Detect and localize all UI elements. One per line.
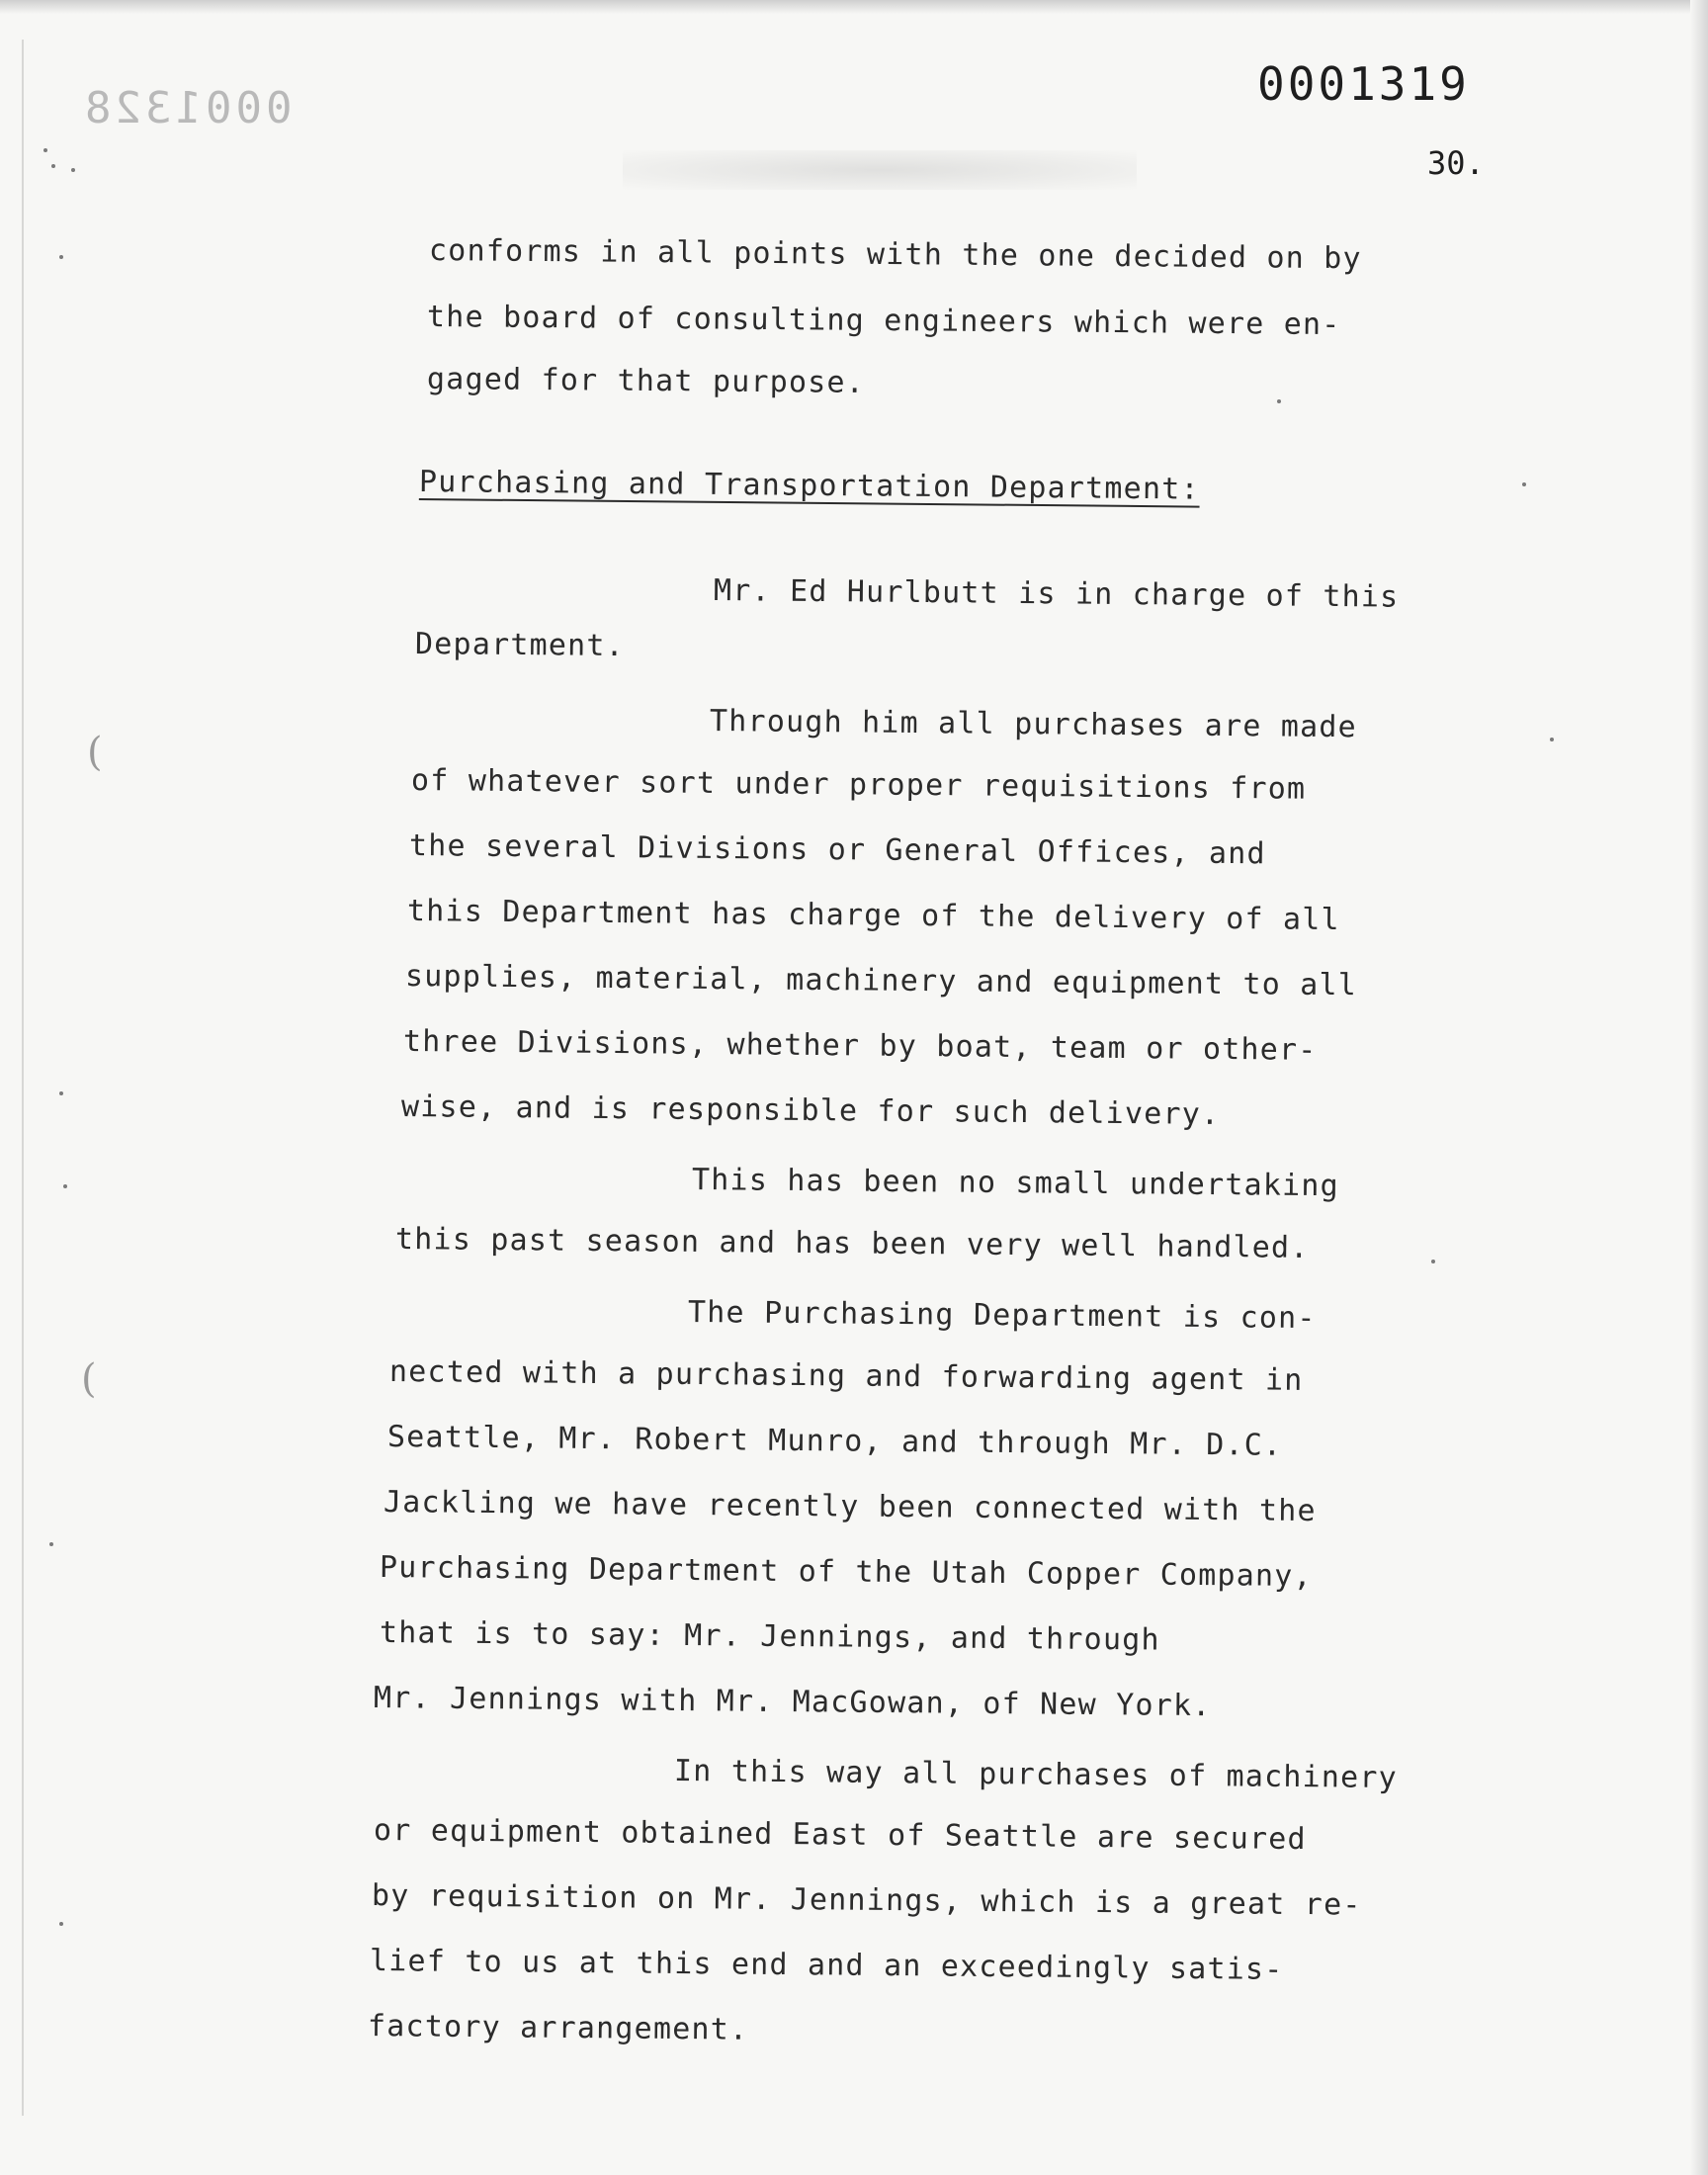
section-heading: Purchasing and Transportation Department:: [418, 465, 1200, 507]
scan-artifact-paren: (: [81, 1356, 97, 1402]
scan-speck: [59, 1091, 63, 1095]
body-line: this Department has charge of the delivery of all: [406, 894, 1340, 938]
scan-left-edge: [22, 40, 24, 2116]
body-line: Department.: [414, 627, 626, 664]
body-line: that is to say: Mr. Jennings, and through: [379, 1615, 1160, 1658]
scan-speck: [59, 1922, 63, 1926]
body-line: Mr. Ed Hurlbutt is in charge of this: [713, 573, 1400, 615]
body-line: nected with a purchasing and forwarding agent in: [388, 1354, 1304, 1398]
body-line: Through him all purchases are made: [709, 704, 1358, 745]
scan-speck: [1550, 738, 1554, 741]
bleed-through-number: 0001328: [81, 83, 293, 133]
scan-right-edge: [1690, 0, 1708, 2175]
body-line: lief to us at this end and an exceedingly satis-: [369, 1944, 1284, 1987]
scan-speck: [63, 1184, 67, 1188]
body-line: Mr. Jennings with Mr. MacGowan, of New York.: [373, 1681, 1212, 1724]
body-line: wise, and is responsible for such delivery.: [400, 1089, 1221, 1132]
scan-speck: [43, 148, 47, 152]
scan-speck: [1431, 1260, 1435, 1263]
body-line: supplies, material, machinery and equipment to all: [404, 959, 1358, 1003]
body-line: The Purchasing Department is con-: [687, 1295, 1317, 1337]
body-line: or equipment obtained East of Seattle are secured: [373, 1813, 1307, 1858]
scan-speck: [71, 168, 75, 172]
body-line: In this way all purchases of machinery: [673, 1754, 1399, 1796]
page-number: 30.: [1427, 144, 1485, 182]
document-number: 0001319: [1257, 57, 1470, 111]
body-line: by requisition on Mr. Jennings, which is a great re-: [371, 1878, 1362, 1923]
body-line: factory arrangement.: [367, 2009, 749, 2047]
body-line: the board of consulting engineers which were en-: [426, 300, 1341, 343]
body-line: This has been no small undertaking: [691, 1163, 1340, 1204]
body-line: of whatever sort under proper requisitions from: [410, 763, 1307, 807]
scan-artifact-paren: (: [87, 730, 103, 775]
body-line: the several Divisions or General Offices, and: [408, 828, 1266, 872]
body-line: three Divisions, whether by boat, team or other-: [402, 1024, 1318, 1068]
scan-speck: [1522, 482, 1526, 486]
scan-speck: [59, 255, 63, 259]
body-line: gaged for that purpose.: [426, 362, 866, 400]
body-line: this past season and has been very well handled.: [394, 1222, 1310, 1265]
scan-smudge: [623, 150, 1137, 190]
scan-speck: [49, 1542, 53, 1546]
scan-speck: [1277, 399, 1281, 403]
body-line: Seattle, Mr. Robert Munro, and through Mr. D.C.: [386, 1420, 1283, 1463]
body-line: Purchasing Department of the Utah Copper Company,: [379, 1550, 1313, 1595]
body-line: Jackling we have recently been connected with the: [383, 1485, 1317, 1529]
body-line: conforms in all points with the one decided on by: [428, 233, 1362, 277]
scan-top-edge: [0, 0, 1708, 14]
scan-speck: [51, 164, 55, 168]
